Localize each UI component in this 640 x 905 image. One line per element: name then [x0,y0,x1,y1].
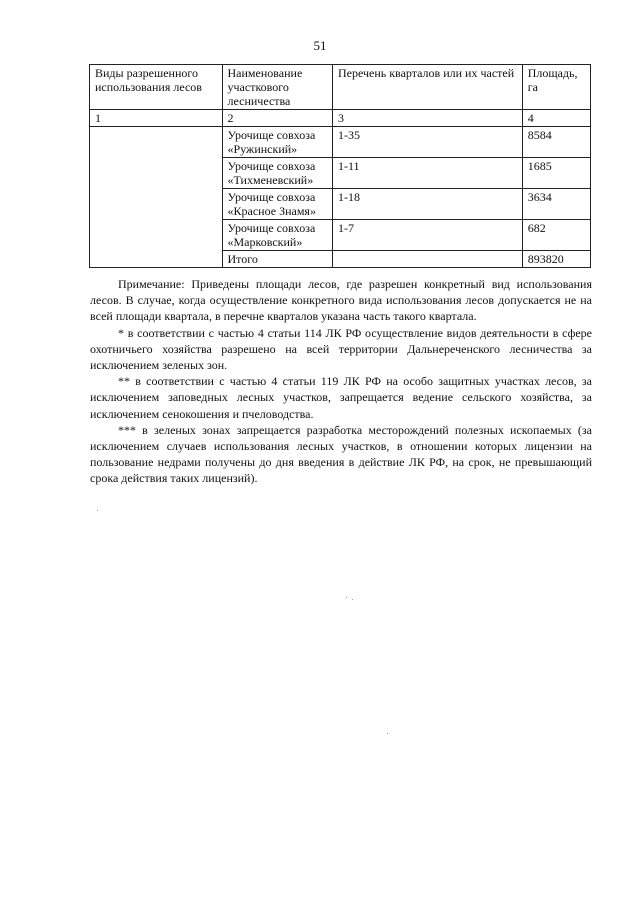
forestry-name-cell: Урочище совхоза «Красное Знамя» [222,189,332,220]
notes-section [90,276,592,487]
header-use-types: Виды разрешенного использования лесов [90,65,223,110]
scan-speck [346,597,347,598]
total-quarters-cell [332,251,522,268]
column-number-row [90,110,591,127]
column-number: 2 [222,110,332,127]
scan-speck [387,733,388,734]
quarters-cell: 1-7 [332,220,522,251]
page-number: 51 [313,38,327,53]
column-number: 1 [90,110,223,127]
footnote-triple-asterisk: *** в зеленых зонах запрещается разработка месторождений полезных ископаемых (за исключением случаев использования лесных участков, в отношении которых лицензии на пользование недрами получены до дня введения в действие ЛК РФ, на срок, не превышающий срока действия таких лицензий). [90,422,592,486]
forestry-name-cell: Урочище совхоза «Ружинский» [222,127,332,158]
scan-speck [352,599,353,600]
quarters-cell: 1-11 [332,158,522,189]
area-cell: 1685 [522,158,590,189]
quarters-cell: 1-18 [332,189,522,220]
area-cell: 682 [522,220,590,251]
header-quarters: Перечень кварталов или их частей [332,65,522,110]
column-number: 3 [332,110,522,127]
total-label: Итого [222,251,332,268]
forestry-name-cell: Урочище совхоза «Тихменевский» [222,158,332,189]
total-area: 893820 [522,251,590,268]
footnote-double-asterisk: ** в соответствии с частью 4 статьи 119 ЛК РФ на особо защитных участках лесов, за исключением заповедных лесных участков, запрещается ведение сельского хозяйства, за исключением сенокошения и пчеловодства. [90,374,592,421]
use-type-cell [90,127,223,268]
table-header-row [90,65,591,110]
forestry-name-cell: Урочище совхоза «Марковский» [222,220,332,251]
forest-use-table [89,64,591,268]
column-number: 4 [522,110,590,127]
area-cell: 3634 [522,189,590,220]
note-paragraph: Примечание: Приведены площади лесов, где разрешен конкретный вид использования лесов. В случае, когда осуществление конкретного вида использования лесов допускается не на всей площади квартала, в перечне кварталов указана часть такого квартала. [90,277,592,324]
table-row [90,127,591,158]
header-area: Площадь, га [522,65,590,110]
header-forestry-name: Наименование участкового лесничества [222,65,332,110]
footnote-single-asterisk: * в соответствии с частью 4 статьи 114 ЛК РФ осуществление видов деятельности в сфере охотничьего хозяйства разрешено на всей территории Дальнереченского лесничества за исключением зеленых зон. [90,325,592,373]
area-cell: 8584 [522,127,590,158]
scan-speck [97,510,98,511]
quarters-cell: 1-35 [332,127,522,158]
